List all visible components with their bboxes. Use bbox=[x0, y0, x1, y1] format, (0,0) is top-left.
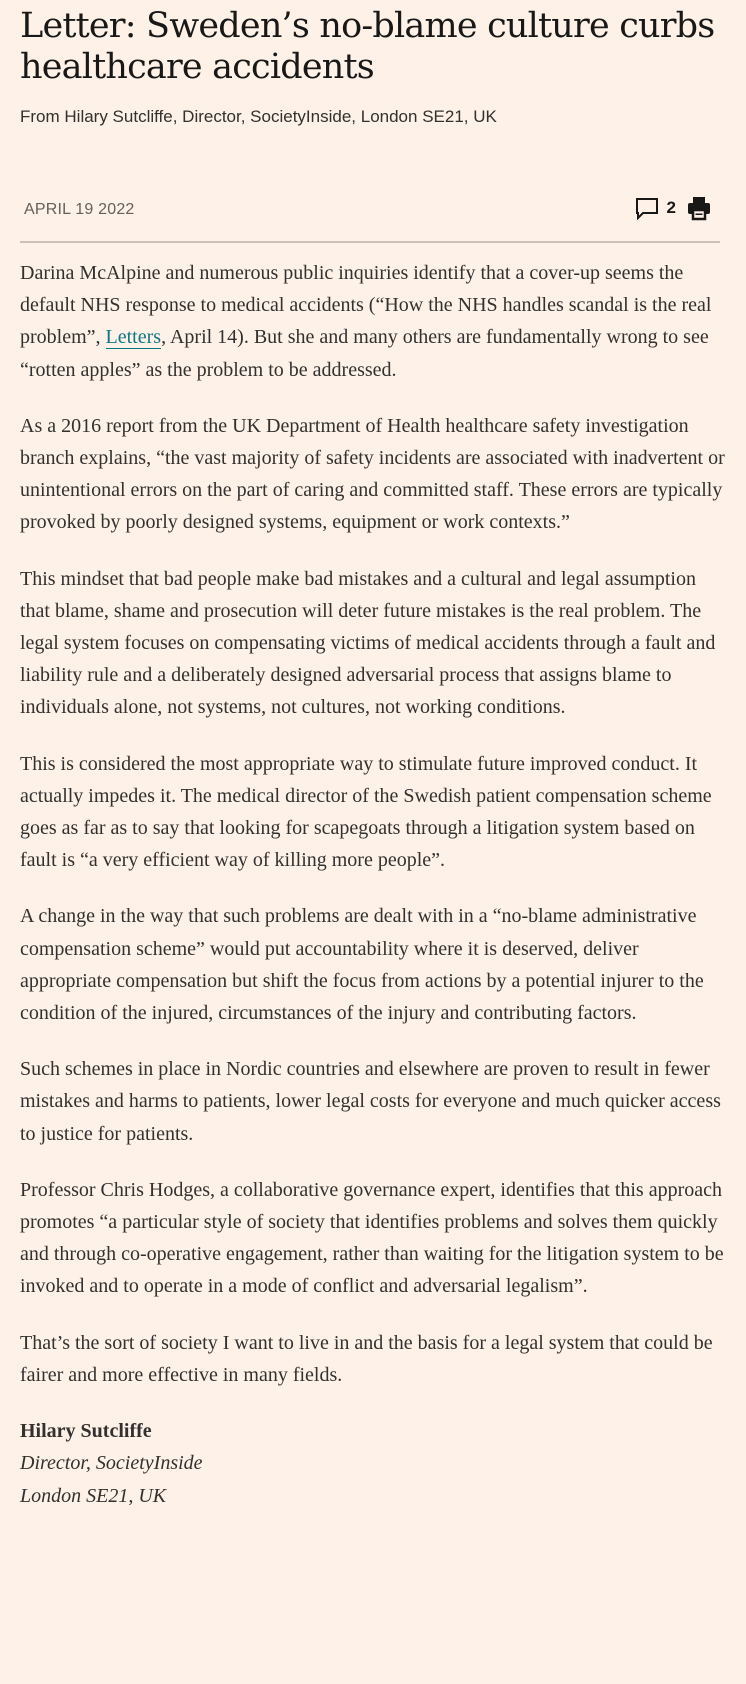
article-tools bbox=[635, 195, 712, 221]
paragraph: Professor Chris Hodges, a collaborative governance expert, identifies that this approach promotes “a particular style of society that identifies problems and solves them quickly and through co-operative engagement, rather than waiting for the litigation system to be invoked and to operate in a mode of conflict and adversarial legalism”. bbox=[20, 1178, 724, 1298]
speech-bubble-icon bbox=[635, 196, 659, 220]
article-headline: Letter: Sweden’s no-blame culture curbs healthcare accidents bbox=[20, 6, 715, 87]
paragraph: As a 2016 report from the UK Department of Health healthcare safety investigation branch explains, “the vast majority of safety incidents are associated with inadvertent or unintentional errors on the part of caring and committed staff. These errors are typically provoked by poorly designed systems, equipment or work contexts.” bbox=[20, 414, 725, 534]
paragraph: This is considered the most appropriate way to stimulate future improved conduct. It actually impedes it. The medical director of the Swedish patient compensation scheme goes as far as to say that looking for scapegoats through a litigation system based on fault is “a very efficient way of killing more people”. bbox=[20, 752, 712, 872]
paragraph: This mindset that bad people make bad mistakes and a cultural and legal assumption that blame, shame and prosecution will deter future mistakes is the real problem. The legal system focuses on compensating victims of medical accidents through a fault and liability rule and a deliberately designed adversarial process that assigns blame to individuals alone, not systems, not cultures, not working conditions. bbox=[20, 567, 716, 719]
signature-location: London SE21, UK bbox=[20, 1484, 167, 1507]
signature-block bbox=[20, 1415, 726, 1512]
comment-count: 2 bbox=[666, 198, 676, 217]
publish-date: APRIL 19 2022 bbox=[24, 201, 135, 218]
paragraph: Such schemes in place in Nordic countries and elsewhere are proven to result in fewer mistakes and harms to patients, lower legal costs for everyone and much quicker access to justice for patients. bbox=[20, 1058, 721, 1145]
printer-icon bbox=[686, 195, 712, 221]
print-button[interactable] bbox=[686, 195, 712, 221]
paragraph: That’s the sort of society I want to live in and the basis for a legal system that could be fairer and more effective in many fields. bbox=[20, 1331, 713, 1386]
paragraph-text: Darina McAlpine and numerous public inquiries identify that a cover-up seems the default NHS response to medical accidents (“How the NHS handles scandal is the real problem”, bbox=[20, 262, 712, 349]
article-byline: From Hilary Sutcliffe, Director, SocietyInside, London SE21, UK bbox=[20, 107, 497, 126]
letters-link[interactable]: Letters bbox=[105, 326, 162, 349]
signature-name: Hilary Sutcliffe bbox=[20, 1420, 152, 1443]
article-body bbox=[20, 257, 726, 1536]
paragraph: A change in the way that such problems are dealt with in a “no-blame administrative compensation scheme” would put accountability where it is deserved, deliver appropriate compensation but shift the focus from actions by a potential injurer to the condition of the injured, circumstances of the injury and contributing factors. bbox=[20, 905, 704, 1025]
paragraph bbox=[20, 257, 726, 386]
paragraph-text: , April 14). But she and many others are fundamentally wrong to see “rotten apples” as the problem to be addressed. bbox=[20, 326, 709, 381]
signature-title: Director, SocietyInside bbox=[20, 1452, 203, 1475]
comments-button[interactable] bbox=[635, 196, 676, 220]
article-meta-bar bbox=[20, 193, 720, 243]
